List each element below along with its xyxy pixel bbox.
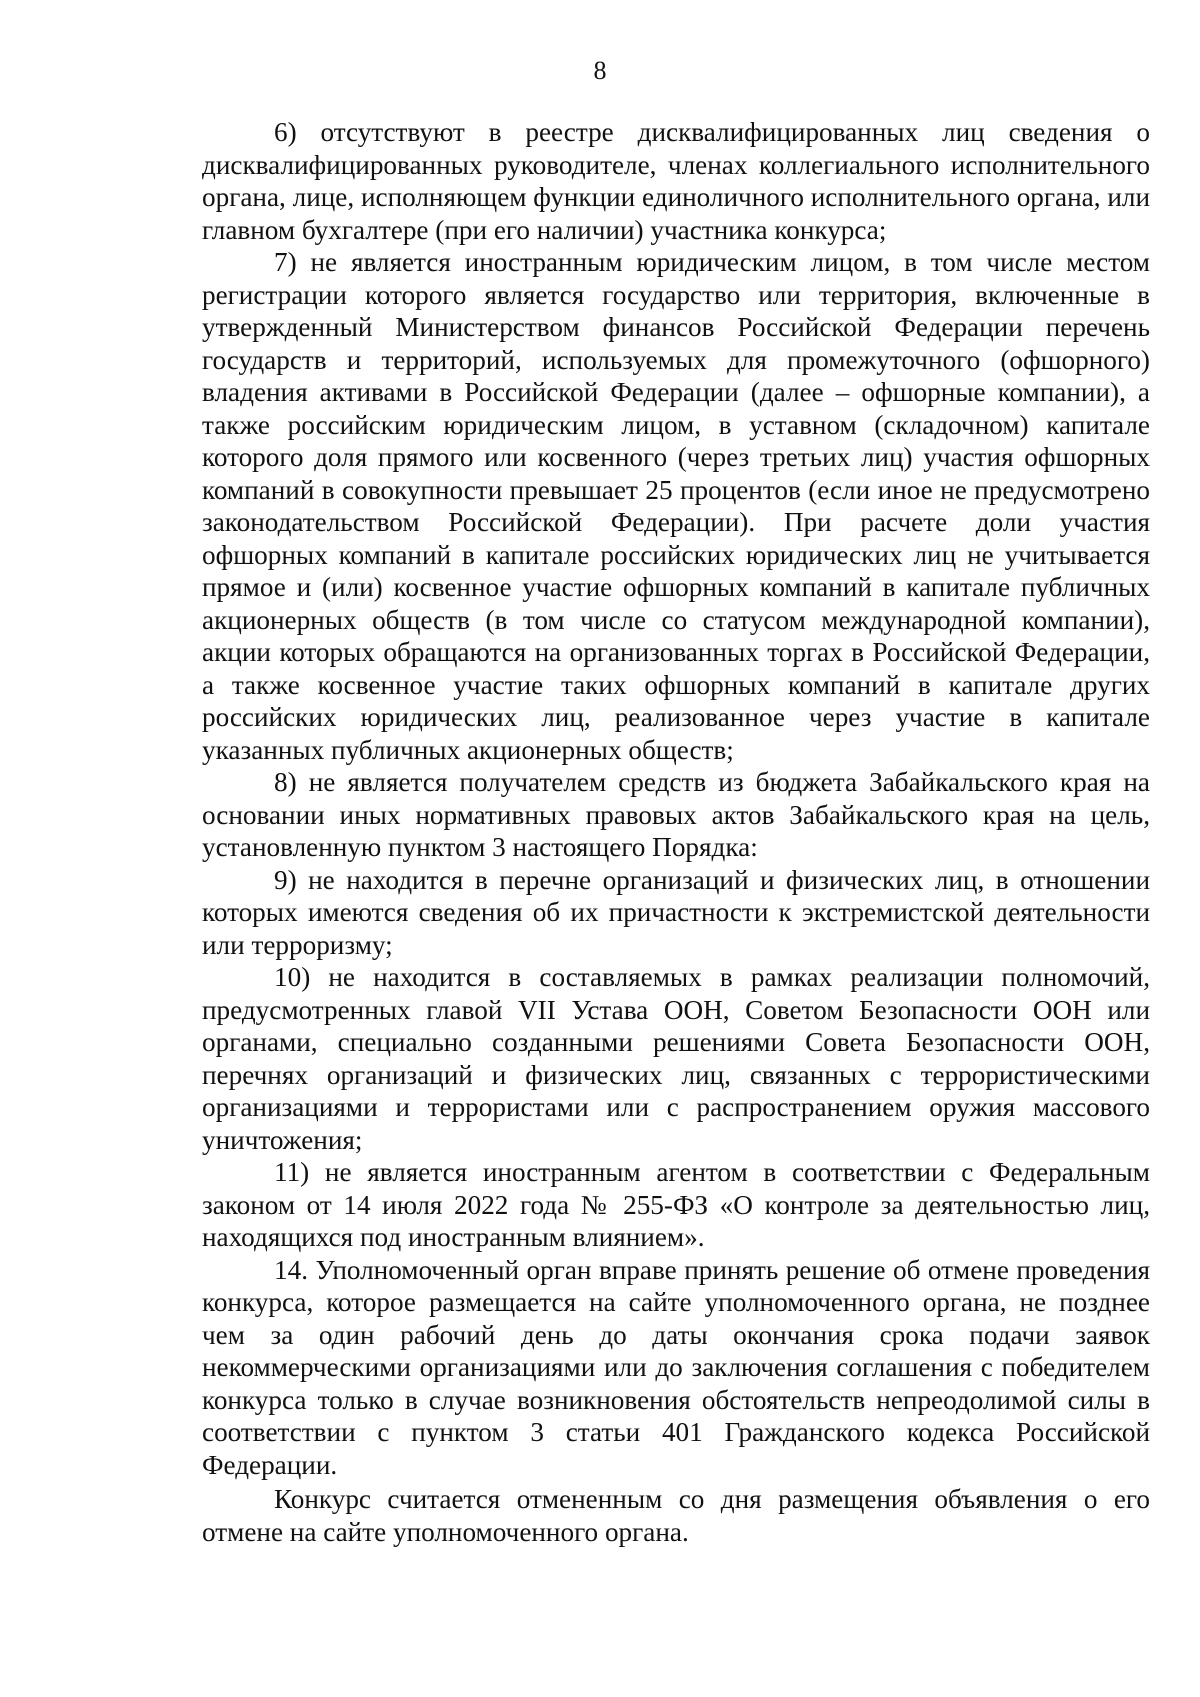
paragraph-cancellation-note: Конкурс считается отмененным со дня размещения объявления о его отмене на сайте уполномоченного органа. bbox=[202, 1484, 1150, 1547]
paragraph-item-8: 8) не является получателем средств из бюджета Забайкальского края на основании иных нормативных правовых актов Забайкальского края на цель, установленную пунктом 3 настоящего Порядка: bbox=[202, 767, 1150, 862]
paragraph-item-7: 7) не является иностранным юридическим лицом, в том числе местом регистрации которого является государство или территория, включенные в утвержденный Министерством финансов Российской Федерации перечень государств и территорий, используемых для промежуточного (офшорного) владения активами в Российской Федерации (далее – офшорные компании), а также российским юридическим лицом, в уставном (складочном) капитале которого доля прямого или косвенного (через третьих лиц) участия офшорных компаний в совокупности превышает 25 процентов (если иное не предусмотрено законодательством Российской Федерации). При расчете доли участия офшорных компаний в капитале российских юридических лиц не учитывается прямое и (или) косвенное участие офшорных компаний в капитале публичных акционерных обществ (в том числе со статусом международной компании), акции которых обращаются на организованных торгах в Российской Федерации, а также косвенное участие таких офшорных компаний в капитале других российских юридических лиц, реализованное через участие в капитале указанных публичных акционерных обществ; bbox=[202, 247, 1150, 765]
paragraph-section-14: 14. Уполномоченный орган вправе принять решение об отмене проведения конкурса, которое размещается на сайте уполномоченного органа, не позднее чем за один рабочий день до даты окончания срока подачи заявок некоммерческими организациями или до заключения соглашения с победителем конкурса только в случае возникновения обстоятельств непреодолимой силы в соответствии с пунктом 3 статьи 401 Гражданского кодекса Российской Федерации. bbox=[202, 1254, 1150, 1480]
paragraph-item-10: 10) не находится в составляемых в рамках реализации полномочий, предусмотренных главой VII Устава ООН, Советом Безопасности ООН или органами, специально созданными решениями Совета Безопасности ООН, перечнях организаций и физических лиц, связанных с террористическими организациями и террористами или с распространением оружия массового уничтожения; bbox=[202, 962, 1150, 1155]
document-body bbox=[202, 116, 1150, 1548]
page-number: 8 bbox=[593, 56, 607, 85]
paragraph-item-9: 9) не находится в перечне организаций и физических лиц, в отношении которых имеются сведения об их причастности к экстремистской деятельности или терроризму; bbox=[202, 864, 1150, 960]
paragraph-item-6: 6) отсутствуют в реестре дисквалифицированных лиц сведения о дисквалифицированных руководителе, членах коллегиального исполнительного органа, лице, исполняющем функции единоличного исполнительного органа, или главном бухгалтере (при его наличии) участника конкурса; bbox=[202, 117, 1150, 245]
paragraph-item-11: 11) не является иностранным агентом в соответствии с Федеральным законом от 14 июля 2022 года № 255-ФЗ «О контроле за деятельностью лиц, находящихся под иностранным влиянием». bbox=[202, 1157, 1150, 1252]
